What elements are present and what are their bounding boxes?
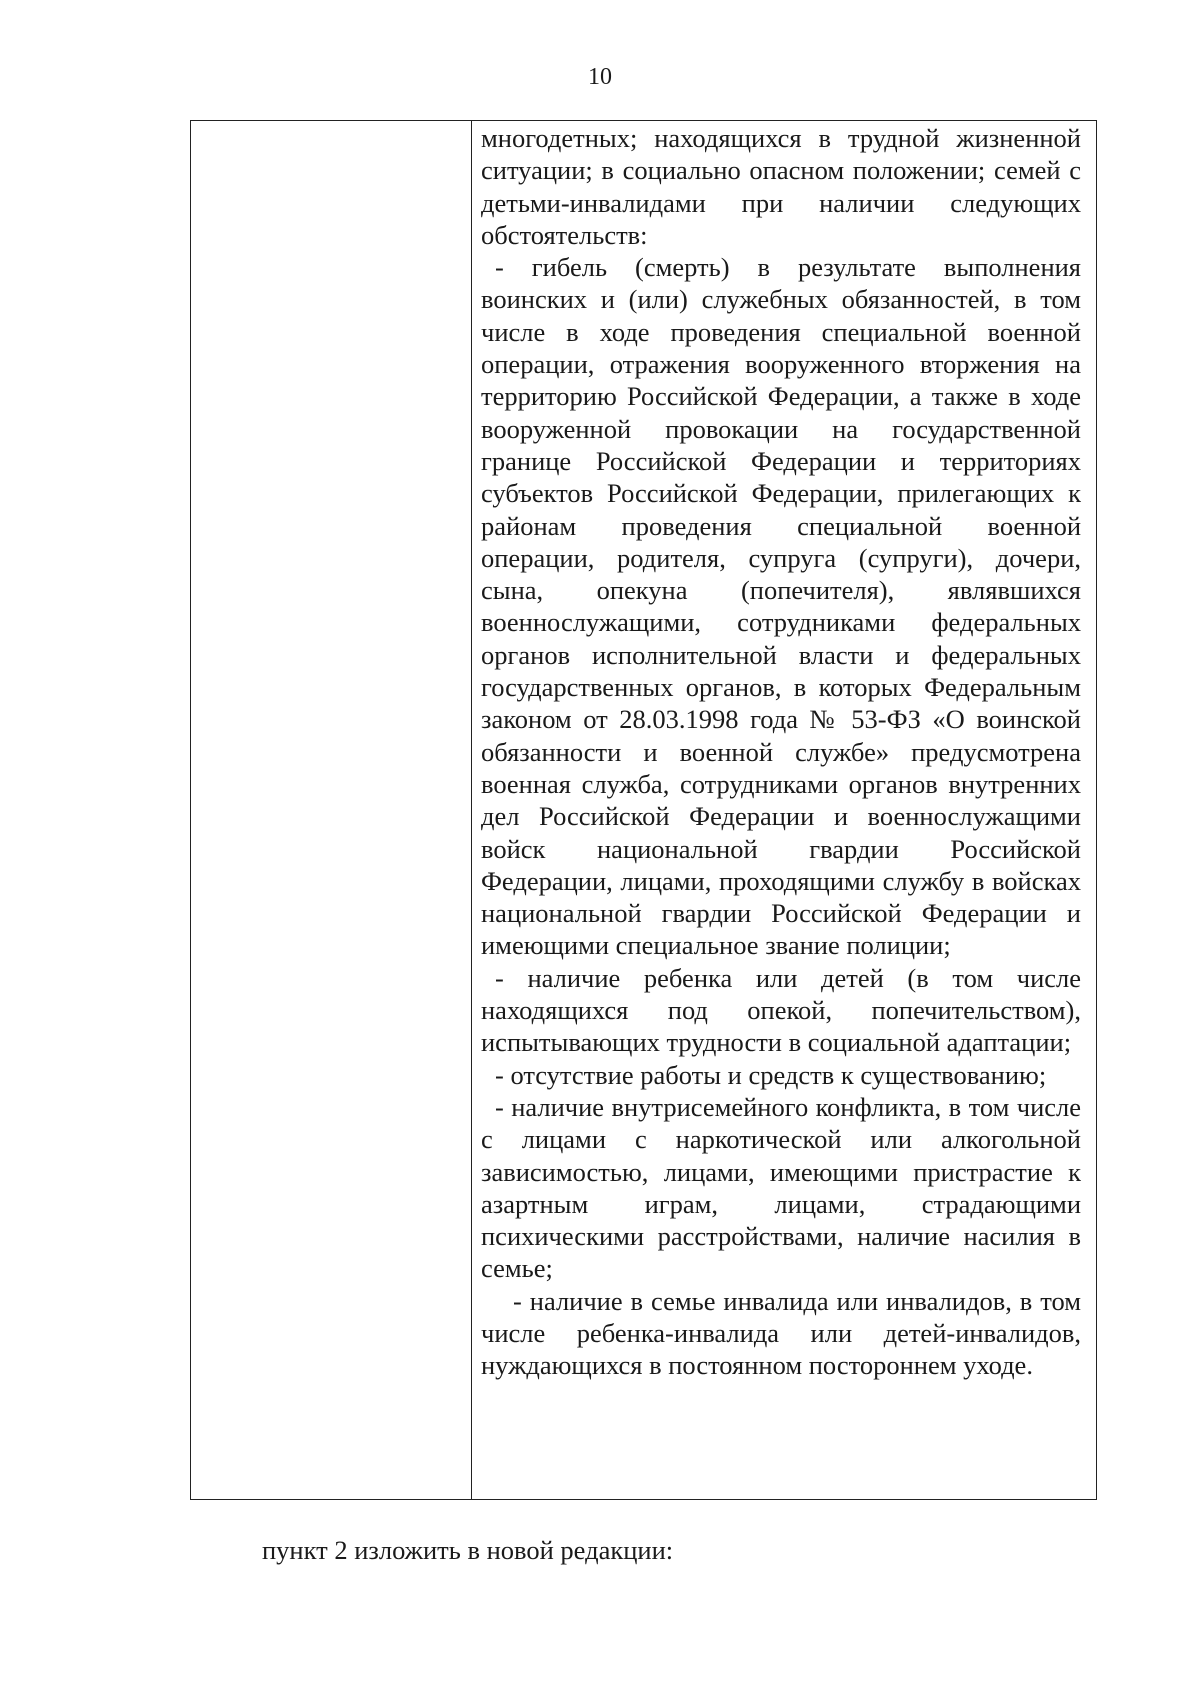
table-column-divider: [471, 121, 472, 1499]
paragraph-family-conflict: - наличие внутрисемейного конфликта, в том числе с лицами с наркотической или алкогольной зависимостью, лицами, имеющими пристрастие к азартным играм, лицами, страдающими психическими расстройствами, наличие насилия в семье;: [481, 1091, 1081, 1284]
page-number: 10: [588, 64, 612, 90]
footer-instruction: пункт 2 изложить в новой редакции:: [262, 1535, 674, 1565]
paragraph-unemployment: - отсутствие работы и средств к существованию;: [495, 1059, 1047, 1090]
table-cell-left: [191, 121, 471, 1499]
paragraph-child-adaptation: - наличие ребенка или детей (в том числе находящихся под опекой, попечительством), испытывающих трудности в социальной адаптации;: [481, 962, 1081, 1058]
paragraph-intro: многодетных; находящихся в трудной жизненной ситуации; в социально опасном положении; семей с детьми-инвалидами при наличии следующих обстоятельств:: [481, 123, 1081, 250]
paragraph-death-circumstance: - гибель (смерть) в результате выполнения воинских и (или) служебных обязанностей, в том числе в ходе проведения специальной военной операции, отражения вооруженного вторжения на территорию Российской Федерации, а также в ходе вооруженной провокации на государственной границе Российской Федерации и территориях субъектов Российской Федерации, прилегающих к районам проведения специальной военной операции, родителя, супруга (супруги), дочери, сына, опекуна (попечителя), являвшихся военнослужащими, сотрудниками федеральных органов исполнительной власти и федеральных государственных органов, в которых Федеральным законом от 28.03.1998 года № 53-ФЗ «О воинской обязанности и военной службе» предусмотрена военная служба, сотрудниками органов внутренних дел Российской Федерации и военнослужащими войск национальной гвардии Российской Федерации, лицами, проходящими службу в войсках национальной гвардии Российской Федерации и имеющими специальное звание полиции;: [481, 252, 1081, 961]
paragraph-disabled-care: - наличие в семье инвалида или инвалидов, в том числе ребенка-инвалида или детей-инвалидов, нуждающихся в постоянном постороннем уходе.: [481, 1285, 1081, 1381]
table-cell-right: [481, 122, 1081, 1382]
document-table: [190, 120, 1097, 1500]
